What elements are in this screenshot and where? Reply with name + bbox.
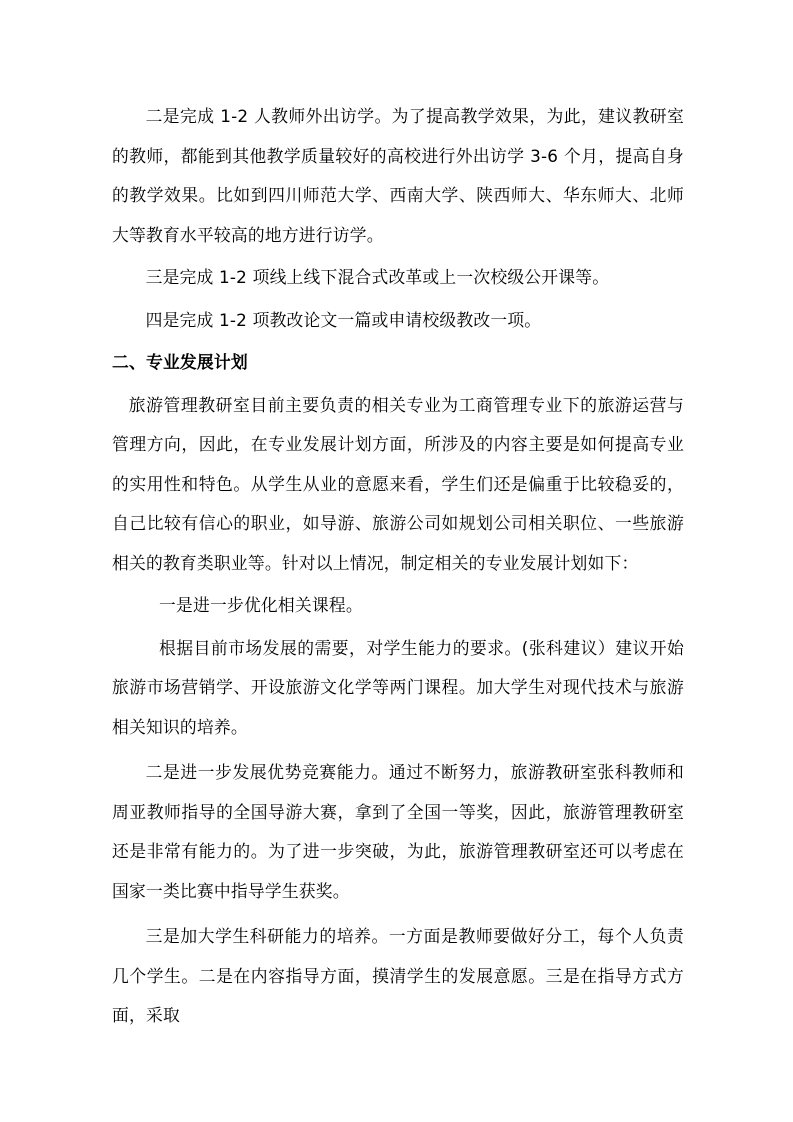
paragraph-market-needs: 根据目前市场发展的需要，对学生能力的要求。(张科建议）建议开始旅游市场营销学、开设旅游文化学等两门课程。加大学生对现代技术与旅游相关知识的培养。 [112, 637, 684, 737]
section-heading-professional-development: 二、专业发展计划 [112, 352, 248, 372]
paragraph-visiting-study: 二是完成 1-2 人教师外出访学。为了提高教学效果，为此，建议教研室的教师，都能到其他教学质量较好的高校进行外出访学 3-6 个月，提高自身的教学效果。比如到四川师范大学、西南大学、陕西师大、华东师大、北师大等教育水平较高的地方进行访学。 [112, 106, 684, 245]
paragraph-optimize-courses: 一是进一步优化相关课程。 [159, 595, 363, 615]
paragraph-blended-reform: 三是完成 1-2 项线上线下混合式改革或上一次校级公开课等。 [145, 267, 610, 287]
paragraph-teaching-reform-paper: 四是完成 1-2 项教改论文一篇或申请校级教改一项。 [145, 309, 542, 330]
document-body [112, 97, 684, 1036]
paragraph-competition-ability: 二是进一步发展优势竞赛能力。通过不断努力，旅游教研室张科教师和周亚教师指导的全国导游大赛，拿到了全国一等奖，因此，旅游管理教研室还是非常有能力的。为了进一步突破，为此，旅游管理教研室还可以考虑在国家一类比赛中指导学生获奖。 [112, 762, 684, 901]
paragraph-department-overview: 旅游管理教研室目前主要负责的相关专业为工商管理专业下的旅游运营与管理方向，因此，在专业发展计划方面，所涉及的内容主要是如何提高专业的实用性和特色。从学生从业的意愿来看，学生们还是偏重于比较稳妥的，自己比较有信心的职业，如导游、旅游公司如规划公司相关职位、一些旅游相关的教育类职业等。针对以上情况，制定相关的专业发展计划如下： [112, 394, 684, 573]
paragraph-research-ability: 三是加大学生科研能力的培养。一方面是教师要做好分工，每个人负责几个学生。二是在内容指导方面，摸清学生的发展意愿。三是在指导方式方面，采取 [112, 926, 684, 1025]
